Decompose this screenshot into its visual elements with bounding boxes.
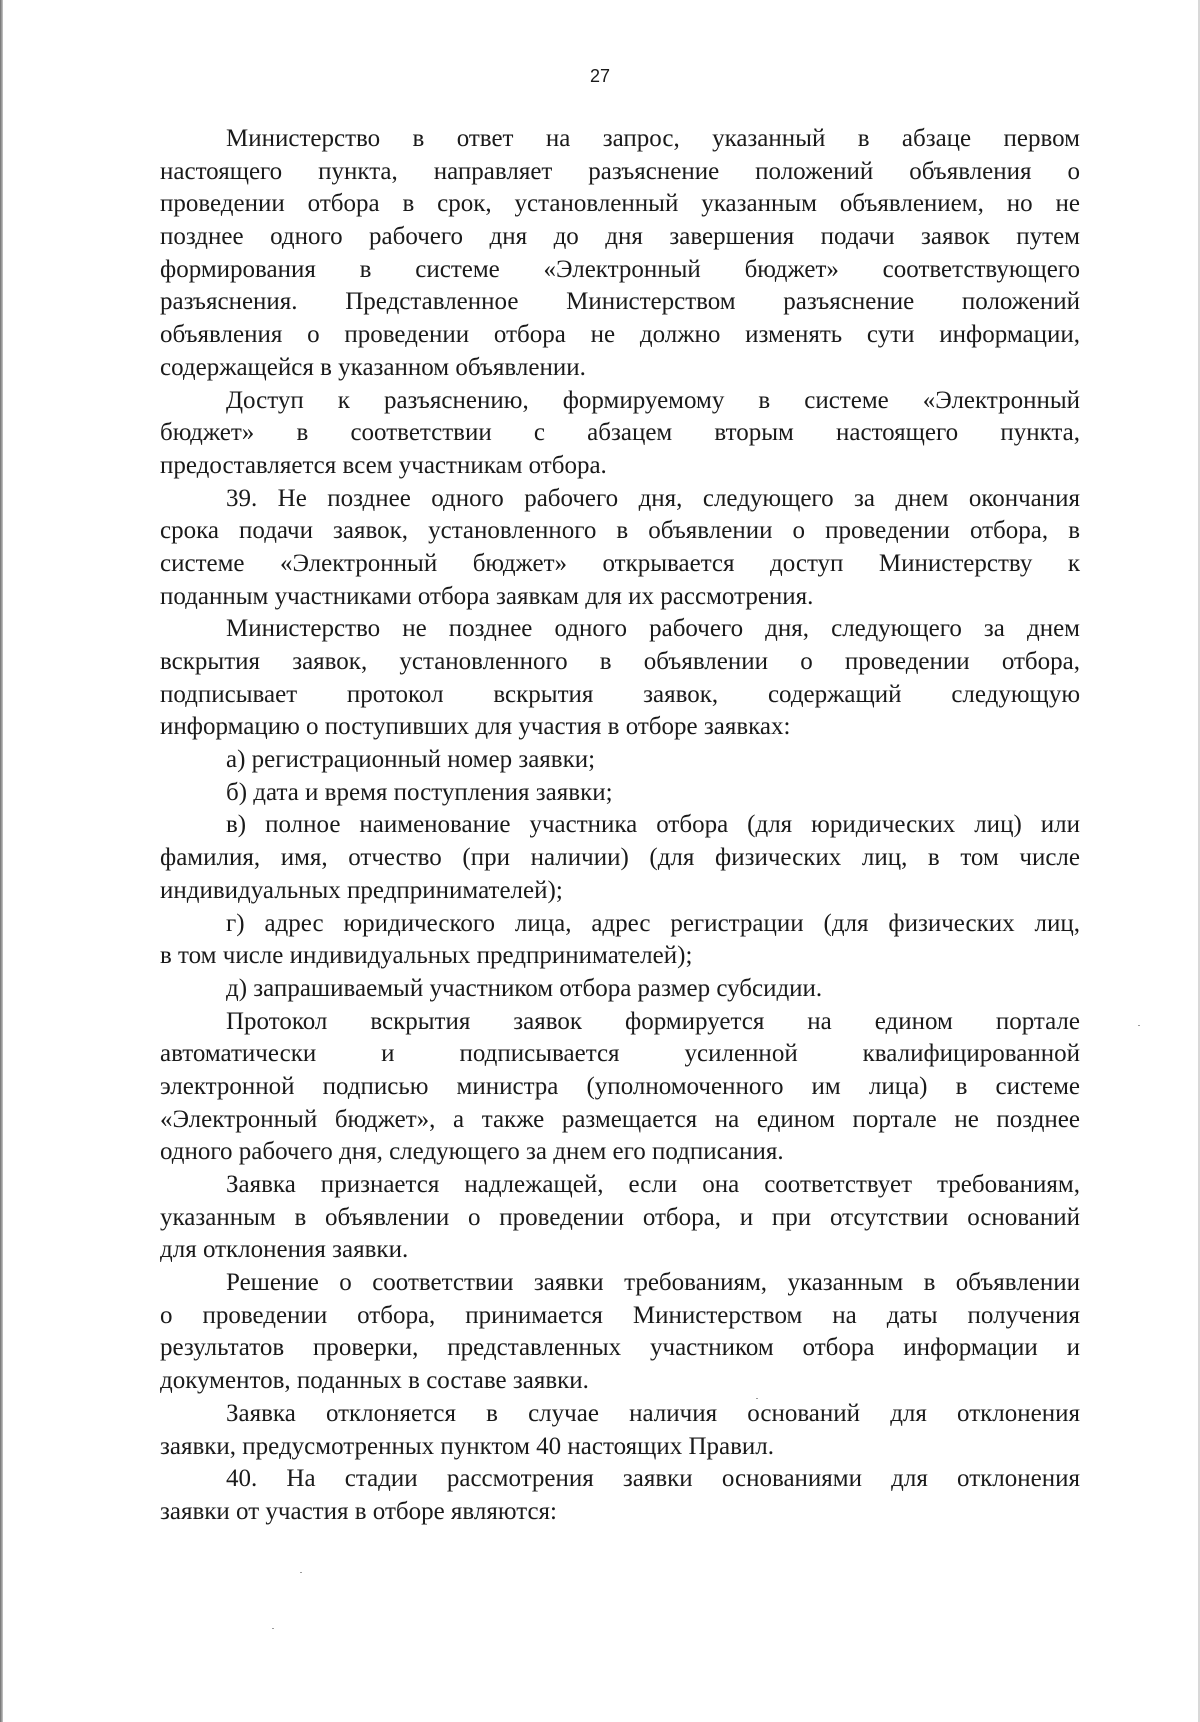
text-line: указанным в объявлении о проведении отбора, и при отсутствии оснований — [160, 1203, 1080, 1231]
paragraph — [160, 973, 1080, 1006]
text-line: 40. На стадии рассмотрения заявки основаниями для отклонения — [226, 1465, 1080, 1493]
text-line: заявки от участия в отборе являются: — [160, 1497, 557, 1525]
paragraph — [160, 1267, 1080, 1398]
paragraph — [160, 613, 1080, 744]
paragraph — [160, 1398, 1080, 1463]
scan-speck — [1138, 1025, 1140, 1026]
text-line: вскрытия заявок, установленного в объявлении о проведении отбора, — [160, 648, 1080, 675]
text-line: срока подачи заявок, установленного в объявлении о проведении отбора, в — [160, 517, 1080, 545]
paragraph — [160, 385, 1080, 483]
text-line: индивидуальных предпринимателей); — [160, 876, 563, 904]
paragraph — [160, 483, 1080, 614]
paragraph — [160, 1006, 1080, 1169]
text-line: настоящего пункта, направляет разъяснение положений объявления о — [160, 157, 1080, 185]
text-line: Министерство в ответ на запрос, указанный в абзаце первом — [226, 125, 1080, 152]
text-line: позднее одного рабочего дня до дня завершения подачи заявок путем — [160, 223, 1080, 251]
text-line: документов, поданных в составе заявки. — [160, 1367, 589, 1395]
text-line: заявки, предусмотренных пунктом 40 настоящих Правил. — [160, 1432, 775, 1460]
text-line: г) адрес юридического лица, адрес регистрации (для физических лиц, — [226, 909, 1080, 937]
text-line: проведении отбора в срок, установленный указанным объявлением, но не — [160, 190, 1080, 218]
text-line: предоставляется всем участникам отбора. — [160, 451, 607, 479]
text-line: автоматически и подписывается усиленной квалифицированной — [160, 1040, 1080, 1068]
text-line: б) дата и время поступления заявки; — [226, 778, 613, 806]
paragraph — [160, 1463, 1080, 1528]
scan-left-edge — [0, 0, 3, 1722]
text-line: системе «Электронный бюджет» открывается доступ Министерству к — [160, 549, 1080, 577]
text-line: Заявка признается надлежащей, если она соответствует требованиям, — [226, 1171, 1080, 1198]
text-line: фамилия, имя, отчество (при наличии) (для физических лиц, в том числе — [160, 844, 1080, 872]
text-line: для отклонения заявки. — [160, 1236, 409, 1264]
scan-speck — [300, 1572, 302, 1573]
text-line: 39. Не позднее одного рабочего дня, следующего за днем окончания — [226, 484, 1080, 512]
text-line: содержащейся в указанном объявлении. — [160, 353, 586, 381]
paragraph — [160, 744, 1080, 777]
text-line: информацию о поступивших для участия в отборе заявках: — [160, 713, 791, 741]
text-line: объявления о проведении отбора не должно изменять сути информации, — [160, 321, 1080, 349]
text-line: о проведении отбора, принимается Министерством на даты получения — [160, 1301, 1080, 1329]
text-line: «Электронный бюджет», а также размещается на едином портале не позднее — [160, 1105, 1080, 1133]
scan-speck — [756, 1398, 758, 1399]
text-line: Решение о соответствии заявки требованиям, указанным в объявлении — [226, 1269, 1080, 1297]
text-line: в том числе индивидуальных предпринимателей); — [160, 942, 693, 970]
paragraph — [160, 1169, 1080, 1267]
text-line: бюджет» в соответствии с абзацем вторым настоящего пункта, — [160, 419, 1080, 447]
text-line: одного рабочего дня, следующего за днем его подписания. — [160, 1138, 784, 1166]
paragraph — [160, 809, 1080, 907]
paragraph — [160, 777, 1080, 810]
text-line: разъяснения. Представленное Министерством разъяснение положений — [160, 288, 1080, 316]
text-line: поданным участниками отбора заявкам для их рассмотрения. — [160, 582, 814, 610]
text-line: подписывает протокол вскрытия заявок, содержащий следующую — [160, 680, 1080, 708]
text-line: электронной подписью министра (уполномоченного им лица) в системе — [160, 1072, 1080, 1100]
text-line: Заявка отклоняется в случае наличия оснований для отклонения — [226, 1399, 1080, 1427]
text-line: результатов проверки, представленных участником отбора информации и — [160, 1334, 1080, 1362]
text-line: Доступ к разъяснению, формируемому в системе «Электронный — [226, 386, 1080, 414]
text-line: Министерство не позднее одного рабочего дня, следующего за днем — [226, 615, 1080, 643]
scan-speck — [272, 1628, 274, 1629]
text-line: д) запрашиваемый участником отбора размер субсидии. — [226, 974, 823, 1002]
paragraph — [160, 908, 1080, 973]
text-line: формирования в системе «Электронный бюджет» соответствующего — [160, 255, 1080, 283]
text-line: в) полное наименование участника отбора (для юридических лиц) или — [226, 811, 1080, 839]
text-line: Протокол вскрытия заявок формируется на едином портале — [226, 1007, 1080, 1035]
paragraph — [160, 123, 1080, 385]
document-body — [160, 123, 1080, 1529]
text-line: а) регистрационный номер заявки; — [226, 746, 596, 774]
page-number: 27 — [589, 66, 611, 86]
